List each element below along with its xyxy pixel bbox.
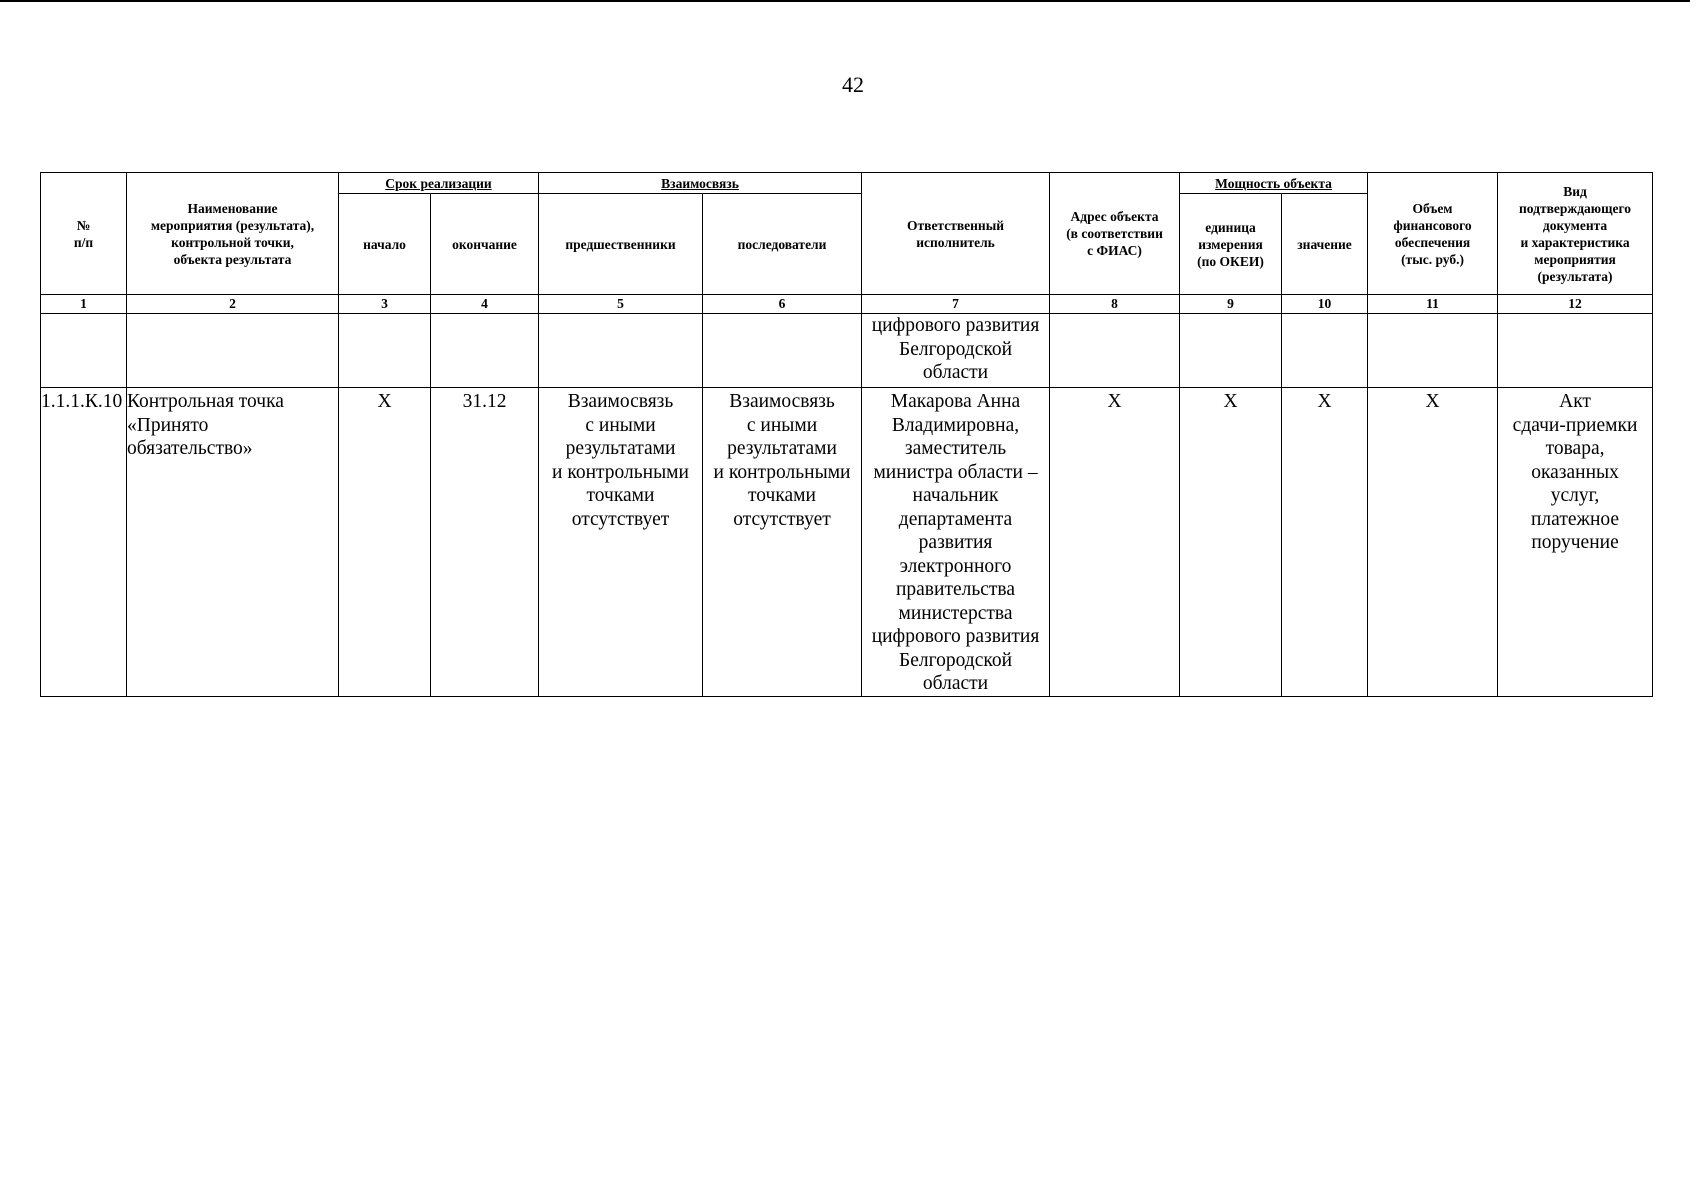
header-term-group: Срок реализации: [339, 173, 539, 194]
cell-unit: [1180, 314, 1282, 388]
cell-name: [127, 314, 339, 388]
column-number: 7: [862, 295, 1050, 314]
cell-doc: [1498, 314, 1653, 388]
column-number-row: [41, 295, 1653, 314]
header-finance: Объем финансового обеспечения (тыс. руб.): [1368, 173, 1498, 295]
cell-pred: Взаимосвязь с иными результатами и контрольными точками отсутствует: [539, 388, 703, 697]
header-capacity-unit: единица измерения (по ОКЕИ): [1180, 194, 1282, 295]
cell-responsible: Макарова Анна Владимировна, заместитель министра области – начальник департамента развития электронного правительства министерства цифрового развития Белгородской области: [862, 388, 1050, 697]
column-number: 6: [703, 295, 862, 314]
header-link-group: Взаимосвязь: [539, 173, 862, 194]
column-number: 11: [1368, 295, 1498, 314]
header-address: Адрес объекта (в соответствии с ФИАС): [1050, 173, 1180, 295]
header-num: № п/п: [41, 173, 127, 295]
column-number: 12: [1498, 295, 1653, 314]
cell-name: Контрольная точка «Принято обязательство»: [127, 388, 339, 697]
cell-succ: [703, 314, 862, 388]
cell-value: [1282, 314, 1368, 388]
header-term-end: окончание: [431, 194, 539, 295]
column-number: 4: [431, 295, 539, 314]
cell-num: 1.1.1.К.10: [41, 388, 127, 697]
header-capacity-value: значение: [1282, 194, 1368, 295]
column-number: 10: [1282, 295, 1368, 314]
header-row-groups: [41, 173, 1653, 194]
column-number: 8: [1050, 295, 1180, 314]
cell-start: [339, 314, 431, 388]
cell-end: [431, 314, 539, 388]
cell-end: 31.12: [431, 388, 539, 697]
cell-succ: Взаимосвязь с иными результатами и контрольными точками отсутствует: [703, 388, 862, 697]
cell-finance: X: [1368, 388, 1498, 697]
column-number: 3: [339, 295, 431, 314]
header-link-pred: предшественники: [539, 194, 703, 295]
plan-table: [40, 172, 1653, 697]
header-capacity-group: Мощность объекта: [1180, 173, 1368, 194]
cell-doc: Акт сдачи-приемки товара, оказанных услуг, платежное поручение: [1498, 388, 1653, 697]
column-number: 9: [1180, 295, 1282, 314]
header-link-succ: последователи: [703, 194, 862, 295]
table-row-control-point: [41, 388, 1653, 697]
cell-responsible: цифрового развития Белгородской области: [862, 314, 1050, 388]
column-number: 1: [41, 295, 127, 314]
cell-unit: X: [1180, 388, 1282, 697]
page-number: 42: [842, 72, 864, 97]
header-term-start: начало: [339, 194, 431, 295]
header-doc-type: Вид подтверждающего документа и характеристика мероприятия (результата): [1498, 173, 1653, 295]
column-number: 2: [127, 295, 339, 314]
table-row-continuation: [41, 314, 1653, 388]
cell-value: X: [1282, 388, 1368, 697]
cell-finance: [1368, 314, 1498, 388]
cell-num: [41, 314, 127, 388]
column-number: 5: [539, 295, 703, 314]
header-name: Наименование мероприятия (результата), контрольной точки, объекта результата: [127, 173, 339, 295]
top-scan-rule: [0, 0, 1690, 2]
header-responsible: Ответственный исполнитель: [862, 173, 1050, 295]
cell-pred: [539, 314, 703, 388]
cell-address: X: [1050, 388, 1180, 697]
cell-start: X: [339, 388, 431, 697]
cell-address: [1050, 314, 1180, 388]
